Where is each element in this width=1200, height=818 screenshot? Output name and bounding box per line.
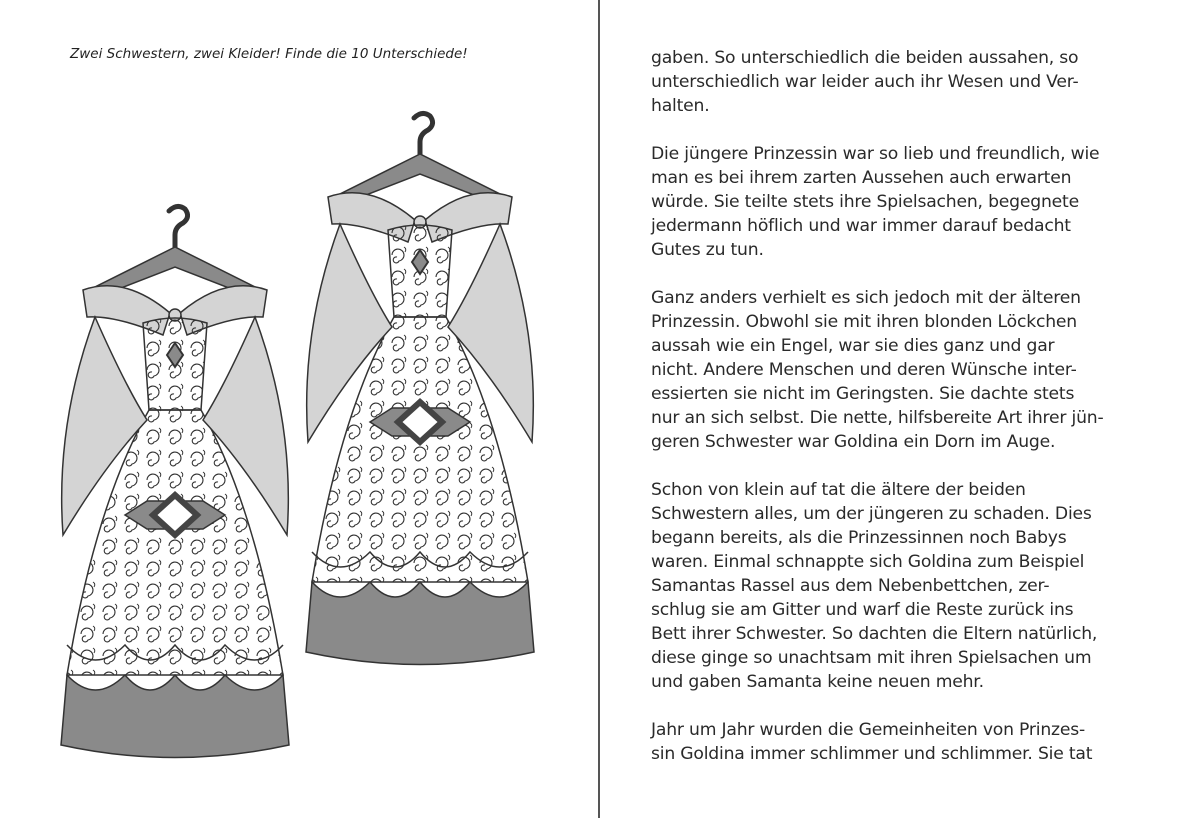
text-line: Prinzessin. Obwohl sie mit ihren blonden Löckchen (651, 312, 1077, 332)
puzzle-heading: Zwei Schwestern, zwei Kleider! Finde die 10 Unterschiede! (70, 46, 468, 62)
text-line: diese ginge so unachtsam mit ihren Spielsachen um (651, 648, 1092, 668)
dress-right (306, 113, 534, 664)
text-line: Bett ihrer Schwester. So dachten die Eltern natürlich, (651, 624, 1098, 644)
text-line: nicht. Andere Menschen und deren Wünsche inter- (651, 360, 1077, 380)
text-line: essierten sie nicht im Geringsten. Sie dachte stets (651, 384, 1075, 404)
text-line: geren Schwester war Goldina ein Dorn im Auge. (651, 432, 1056, 452)
text-line: Jahr um Jahr wurden die Gemeinheiten von Prinzes- (651, 720, 1086, 740)
text-line: schlug sie am Gitter und warf die Reste zurück ins (651, 600, 1074, 620)
text-line: jedermann höflich und war immer darauf bedacht (651, 216, 1071, 236)
text-line: und gaben Samanta keine neuen mehr. (651, 672, 984, 692)
text-line: unterschiedlich war leider auch ihr Wesen und Ver- (651, 72, 1079, 92)
story-paragraph (651, 142, 1171, 262)
text-line: Ganz anders verhielt es sich jedoch mit der älteren (651, 288, 1081, 308)
story-paragraph (651, 718, 1171, 766)
text-line: halten. (651, 96, 710, 116)
text-line: nur an sich selbst. Die nette, hilfsbereite Art ihrer jün- (651, 408, 1104, 428)
text-line: man es bei ihrem zarten Aussehen auch erwarten (651, 168, 1072, 188)
story-paragraph (651, 478, 1171, 694)
text-line: sin Goldina immer schlimmer und schlimmer. Sie tat (651, 744, 1093, 764)
dress-left (61, 206, 289, 757)
text-line: waren. Einmal schnappte sich Goldina zum Beispiel (651, 552, 1085, 572)
text-line: gaben. So unterschiedlich die beiden aussahen, so (651, 48, 1079, 68)
text-line: Gutes zu tun. (651, 240, 764, 260)
text-line: würde. Sie teilte stets ihre Spielsachen, begegnete (651, 192, 1079, 212)
story-paragraph (651, 286, 1171, 454)
story-text (651, 46, 1171, 790)
text-line: Die jüngere Prinzessin war so lieb und freundlich, wie (651, 144, 1100, 164)
text-line: aussah wie ein Engel, war sie dies ganz und gar (651, 336, 1055, 356)
story-paragraph (651, 46, 1171, 118)
text-line: Samantas Rassel aus dem Nebenbettchen, zer- (651, 576, 1050, 596)
text-line: begann bereits, als die Prinzessinnen noch Babys (651, 528, 1067, 548)
text-line: Schwestern alles, um der jüngeren zu schaden. Dies (651, 504, 1092, 524)
text-line: Schon von klein auf tat die ältere der beiden (651, 480, 1026, 500)
